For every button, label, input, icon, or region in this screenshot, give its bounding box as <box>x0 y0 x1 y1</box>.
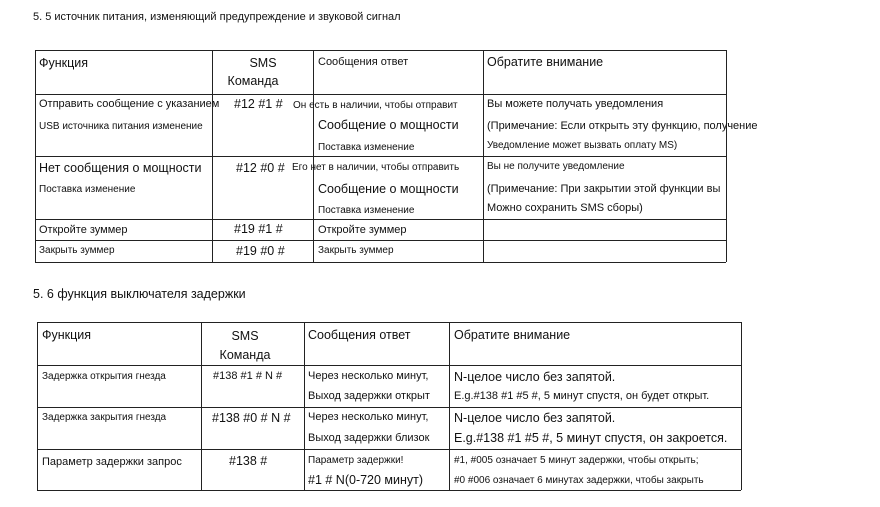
table1-row2-function-2: Поставка изменение <box>39 184 136 195</box>
table2-row2-function: Задержка закрытия гнезда <box>42 412 167 423</box>
table2-border-right <box>741 322 742 490</box>
table1-row2-command: #12 #0 # <box>236 161 285 175</box>
table1-row1-reply-2: Сообщение о мощности <box>318 118 459 132</box>
table1-row4-function: Закрыть зуммер <box>39 245 115 256</box>
table1-row2-note-2: (Примечание: При закрытии этой функции вы <box>487 183 721 195</box>
table2-row1-reply: Через несколько минут, <box>308 370 429 382</box>
table2-border-bottom <box>37 490 741 491</box>
section2-title: 5. 6 функция выключателя задержки <box>33 287 246 301</box>
table2-row2-note-2: E.g.#138 #1 #5 #, 5 минут спустя, он закроется. <box>454 431 728 445</box>
table1-border-row <box>35 156 726 157</box>
table2-row1-reply-2: Выход задержки открыт <box>308 390 430 402</box>
table1-row2-function: Нет сообщения о мощности <box>39 161 202 175</box>
table1-row1-note: Вы можете получать уведомления <box>487 98 664 110</box>
table2-row1-note-2: E.g.#138 #1 #5 #, 5 минут спустя, он будет открыт. <box>454 390 710 402</box>
table1-border-right <box>726 50 727 262</box>
table1-border-top <box>35 50 726 51</box>
table1-border-col <box>483 50 484 262</box>
table2-row3-note-2: #0 #006 означает 6 минутах задержки, чтобы закрыть <box>454 475 704 486</box>
table2-border-left <box>37 322 38 490</box>
table2-row3-function: Параметр задержки запрос <box>42 456 182 468</box>
table1-row4-command: #19 #0 # <box>236 244 285 258</box>
table2-row3-reply: Параметр задержки! <box>308 455 404 466</box>
table2-border-col <box>304 322 305 490</box>
table1-border-bottom <box>35 262 726 263</box>
table2-header-note: Обратите внимание <box>454 328 571 342</box>
table1-row1-function: Отправить сообщение с указанием <box>39 98 220 110</box>
table2-header-reply: Сообщения ответ <box>308 328 411 342</box>
table1-row1-note-2: (Примечание: Если открыть эту функцию, получение <box>487 120 758 132</box>
table2-row3-note: #1, #005 означает 5 минут задержки, чтобы открыть; <box>454 455 699 466</box>
table1-row3-command: #19 #1 # <box>234 222 283 236</box>
table1-row2-note: Вы не получите уведомление <box>487 161 625 172</box>
table1-row1-function-2: USB источника питания изменение <box>39 121 203 132</box>
table1-row3-reply: Откройте зуммер <box>318 224 407 236</box>
table2-header-command: Команда <box>219 348 271 362</box>
table1-row1-reply-3: Поставка изменение <box>318 142 415 153</box>
table2-row1-command: #138 #1 # N # <box>213 370 283 382</box>
table2-border-col <box>449 322 450 490</box>
table2-row1-function: Задержка открытия гнезда <box>42 371 166 382</box>
table1-row2-reply-3: Поставка изменение <box>318 205 415 216</box>
table2-row3-reply-2: #1 # N(0-720 минут) <box>308 473 424 487</box>
table1-row1-command: #12 #1 # <box>234 97 283 111</box>
section1-title: 5. 5 источник питания, изменяющий предупреждение и звуковой сигнал <box>33 11 401 23</box>
table2-row2-note: N-целое число без запятой. <box>454 411 616 425</box>
table2-border-top <box>37 322 741 323</box>
table1-row1-reply: Он есть в наличии, чтобы отправит <box>293 100 458 111</box>
table1-row2-reply: Его нет в наличии, чтобы отправить <box>292 162 460 173</box>
table1-row1-note-3: Уведомление может вызвать оплату MS) <box>487 140 678 151</box>
table2-row1-note: N-целое число без запятой. <box>454 370 616 384</box>
table1-border-row <box>35 219 726 220</box>
table1-border-row <box>35 240 726 241</box>
table1-row2-note-3: Можно сохранить SMS сборы) <box>487 202 643 214</box>
table2-border-row <box>37 407 741 408</box>
table2-row2-reply: Через несколько минут, <box>308 411 429 423</box>
table2-row2-reply-2: Выход задержки близок <box>308 432 430 444</box>
table2-border-row <box>37 365 741 366</box>
table1-header-command: Команда <box>227 74 279 88</box>
table2-header-sms: SMS <box>231 329 259 343</box>
table2-row2-command: #138 #0 # N # <box>212 411 291 425</box>
table1-header-note: Обратите внимание <box>487 55 604 69</box>
table1-border-col <box>313 50 314 262</box>
table1-header-reply: Сообщения ответ <box>318 56 409 68</box>
table1-header-function: Функция <box>39 56 89 70</box>
table1-row4-reply: Закрыть зуммер <box>318 245 394 256</box>
table1-row2-reply-2: Сообщение о мощности <box>318 182 459 196</box>
table2-row3-command: #138 # <box>229 454 268 468</box>
table2-border-row <box>37 449 741 450</box>
table1-border-left <box>35 50 36 262</box>
table1-border-row <box>35 94 726 95</box>
table2-header-function: Функция <box>42 328 92 342</box>
table1-header-sms: SMS <box>249 56 277 70</box>
table1-row3-function: Откройте зуммер <box>39 224 128 236</box>
